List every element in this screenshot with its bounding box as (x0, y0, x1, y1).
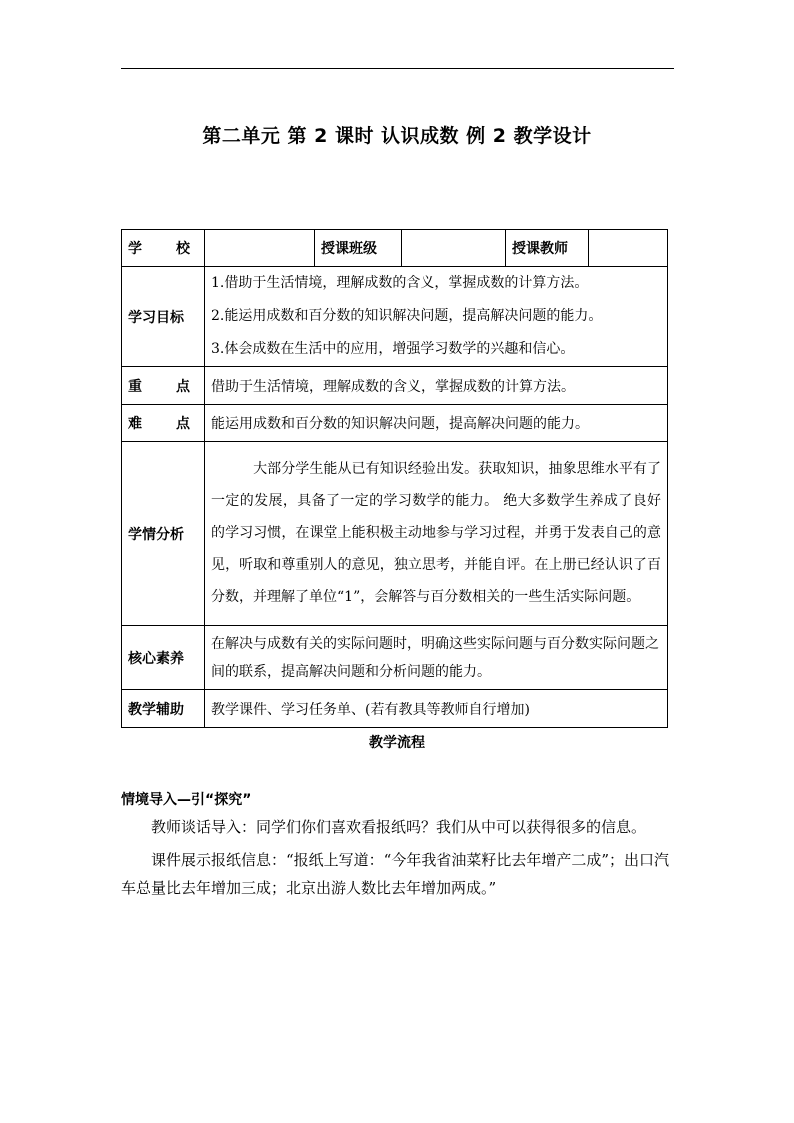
table-row-objectives (122, 267, 668, 367)
core-literacy-text: 在解决与成数有关的实际问题时，明确这些实际问题与百分数实际问题之间的联系，提高解决问题和分析问题的能力。 (211, 635, 659, 680)
teacher-value (589, 230, 668, 267)
process-paragraph: 课件展示报纸信息：“报纸上写道：“今年我省油菜籽比去年增产二成”；出口汽车总量比去年增加三成；北京出游人数比去年增加两成。” (121, 851, 670, 897)
process-paragraph: 教师谈话导入：同学们你们喜欢看报纸吗？我们从中可以获得很多的信息。 (151, 818, 647, 836)
class-value (402, 230, 506, 267)
lesson-info-table (121, 229, 668, 728)
core-literacy-label: 核心素养 (122, 626, 205, 690)
key-points-text: 借助于生活情境，理解成数的含义，掌握成数的计算方法。 (205, 367, 668, 405)
document-title: 第二单元 第 2 课时 认识成数 例 2 教学设计 (202, 125, 592, 147)
header-rule (121, 68, 674, 69)
key-points-label: 重 点 (122, 367, 205, 405)
difficulties-text: 能运用成数和百分数的知识解决问题，提高解决问题的能力。 (205, 405, 668, 442)
school-value (205, 230, 315, 267)
table-row-header (122, 230, 668, 267)
section-title: 情境导入—引“探究” (121, 792, 252, 808)
teaching-aids-label: 教学辅助 (122, 690, 205, 728)
process-heading: 教学流程 (369, 735, 425, 751)
table-row-core-literacy (122, 626, 668, 690)
analysis-text: 大部分学生能从已有知识经验出发。获取知识，抽象思维水平有了一定的发展，具备了一定的学习数学的能力。 绝大多数学生养成了良好的学习习惯，在课堂上能积极主动地参与学习过程，并勇于发表自己的意见，听取和尊重别人的意见，独立思考，并能自评。在上册已经认识了百分数，并理解了单位“1”，会解答与百分数相关的一些生活实际问题。 (211, 460, 661, 605)
class-label: 授课班级 (315, 230, 402, 267)
objective-item: 1.借助于生活情境，理解成数的含义，掌握成数的计算方法。 (211, 275, 589, 291)
objective-item: 3.体会成数在生活中的应用，增强学习数学的兴趣和信心。 (211, 341, 575, 357)
objectives-content (205, 267, 668, 367)
difficulties-label: 难 点 (122, 405, 205, 442)
table-row-analysis (122, 442, 668, 626)
core-literacy-content (205, 626, 668, 690)
analysis-content (205, 442, 668, 626)
table-row-teaching-aids (122, 690, 668, 728)
objective-item: 2.能运用成数和百分数的知识解决问题，提高解决问题的能力。 (211, 308, 603, 324)
table-row-key-points (122, 367, 668, 405)
school-label: 学 校 (122, 230, 205, 267)
teaching-aids-text: 教学课件、学习任务单、(若有教具等教师自行增加) (205, 690, 668, 728)
teacher-label: 授课教师 (506, 230, 589, 267)
objectives-label: 学习目标 (122, 267, 205, 367)
table-row-difficulties (122, 405, 668, 442)
analysis-label: 学情分析 (122, 442, 205, 626)
